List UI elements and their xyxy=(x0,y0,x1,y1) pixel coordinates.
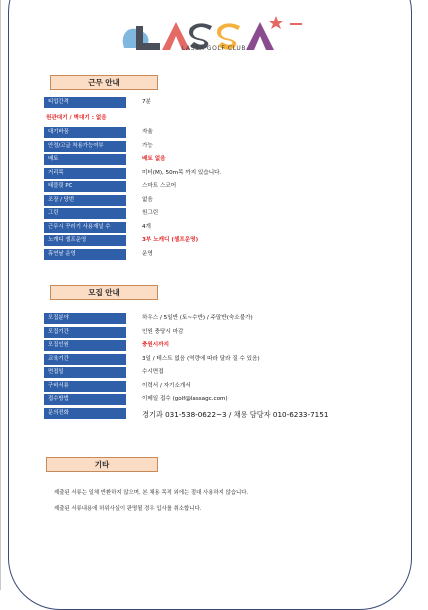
row-value: 배토 없음 xyxy=(142,156,166,162)
row-value: 이메일 접수 (golf@lassagc.com) xyxy=(142,396,228,402)
row-label: 태블릿 PC xyxy=(44,181,126,192)
row-label: 구비서류 xyxy=(44,381,126,392)
row-value: 하우스 / 5일반 (토~수반) / 주말반(숙소불가) xyxy=(142,315,253,321)
row-value: 없음 xyxy=(142,196,153,203)
row-label: 노캐디 셀프운영 xyxy=(44,235,126,246)
row-value: 이력서 / 자기소개서 xyxy=(142,382,191,389)
row-label: 교육기간 xyxy=(44,354,126,365)
recruit-section-header: 모집 안내 xyxy=(50,285,158,300)
row-label: 근무시 꾸러기 사용재널 수 xyxy=(44,222,126,233)
row-label: 모집인원 xyxy=(44,340,126,351)
page-frame xyxy=(8,0,412,610)
etc-section-header: 기타 xyxy=(46,457,158,472)
notice-return-policy: 제출된 서류는 일체 반환하지 않으며, 본 채용 목적 외에는 절대 사용하지 않습니다. xyxy=(54,490,249,496)
row-value: 충원시까지 xyxy=(142,342,170,348)
notice-false-info: 제출된 서류내용에 허위사실이 판명될 경우 입사를 취소합니다. xyxy=(54,506,202,512)
row-value: 3일 / 테스트 없음 (역량에 따라 달라 질 수 있음) xyxy=(142,355,260,362)
row-label: 조장 / 당번 xyxy=(44,195,126,206)
row-value: 가능 xyxy=(142,142,153,149)
waiting-notice: 원관대기 / 벽대기 : 없음 xyxy=(46,115,107,121)
row-label: 배토 xyxy=(44,154,126,165)
row-label: 티업간격 xyxy=(44,97,126,108)
row-value: 미터(M), 50m목 까지 있습니다. xyxy=(142,169,222,176)
row-value: 경기과 031-538-0622~3 / 채용 담당자 010-6233-7151 xyxy=(142,409,329,419)
row-value: 원그린 xyxy=(142,210,159,216)
row-value: 수시면접 xyxy=(142,369,164,375)
logo-subtitle: LASSA GOLF CLUB xyxy=(181,45,247,52)
row-value: 7분 xyxy=(142,99,151,105)
row-value: 4개 xyxy=(142,223,151,230)
row-label: 그린 xyxy=(44,208,126,219)
work-section-header: 근무 안내 xyxy=(50,75,158,90)
row-value: 운영 xyxy=(142,250,153,257)
row-label: 면접일 xyxy=(44,367,126,378)
row-label: 안정/고글 착용가능여부 xyxy=(44,141,126,152)
row-label: 거리목 xyxy=(44,168,126,179)
row-label: 모집분야 xyxy=(44,313,126,324)
row-label: 문의전화 xyxy=(44,408,126,419)
row-label: 대기바꿈 xyxy=(44,127,126,138)
page-edge-line xyxy=(0,0,1,590)
row-value: 인원 충당시 마감 xyxy=(142,328,184,335)
row-label: 휴연날 운영 xyxy=(44,249,126,260)
row-label: 접수방법 xyxy=(44,394,126,405)
row-value: 자율 xyxy=(142,129,153,135)
row-label: 모집기간 xyxy=(44,327,126,338)
row-value: 스마트 스코어 xyxy=(142,183,177,189)
row-value: 3부 노캐디 (셀프운영) xyxy=(142,237,199,243)
